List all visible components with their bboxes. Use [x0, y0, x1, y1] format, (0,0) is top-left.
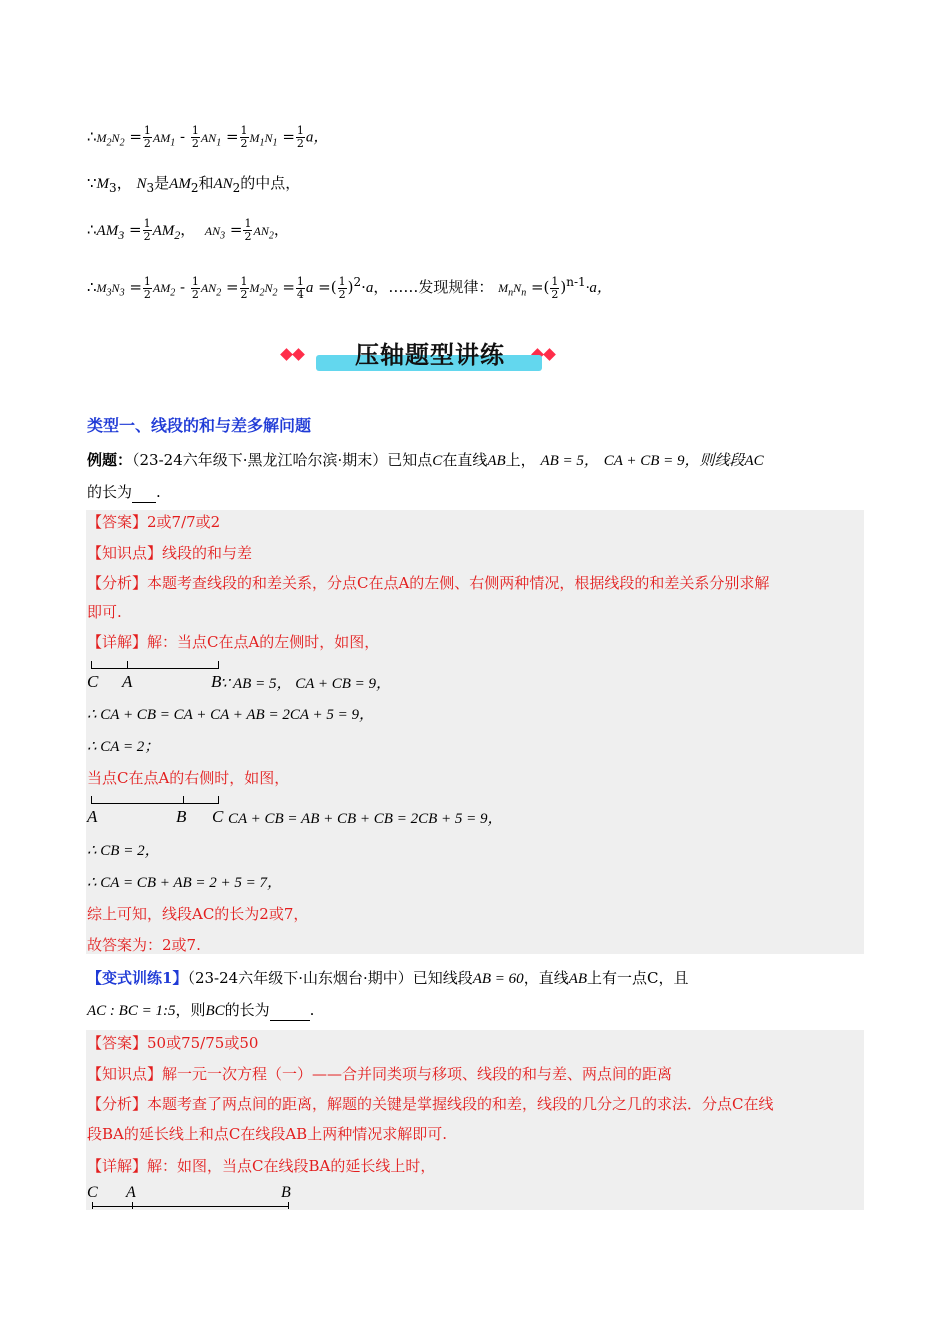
text: 的长为	[224, 1001, 270, 1019]
text-midpoint: 的中点，	[240, 174, 301, 192]
solution-box-2	[86, 1030, 864, 1210]
step-4: ∴ CA = CB + AB = 2 + 5 = 7，	[87, 875, 283, 891]
analysis-2b: 段BA的延长线上和点C在线段AB上两种情况求解即可.	[87, 1125, 447, 1143]
analysis-1a: 【分析】本题考查线段的和差关系，分点C在点A的左侧、右侧两种情况，根据线段的和差关系分别求解	[87, 574, 770, 592]
var-ac: AC	[744, 453, 764, 469]
text-he: 和	[198, 174, 214, 192]
analysis-1b: 即可.	[87, 603, 122, 621]
text: 的长为	[87, 483, 133, 501]
text: 上有一点C，且	[587, 969, 689, 987]
pattern-end: ·a，	[585, 280, 612, 296]
var-c: C	[432, 453, 443, 469]
derivation-line-3: $\therefore AM_3$ = $\frac{1}{2}$ $AM_2$， $AN_3$ = $\frac{1}{2}$ $AN_2$，	[87, 217, 289, 243]
point-m: M	[96, 176, 110, 192]
label-b: B	[176, 807, 187, 826]
section-banner	[280, 335, 580, 377]
detail-1: 【详解】解：当点C在点A的左侧时，如图，	[87, 633, 380, 651]
fig2-equation: CA + CB = AB + CB + CB = 2CB + 5 = 9，	[228, 811, 503, 827]
step-3: ∴ CB = 2，	[87, 843, 160, 859]
example-line-2	[87, 482, 161, 503]
label-a: A	[87, 807, 98, 826]
point-n: N	[136, 176, 147, 192]
knowledge-1: 【知识点】线段的和与差	[87, 544, 253, 562]
text-shi: 是	[154, 174, 170, 192]
pattern-text: ，……发现规律：	[373, 278, 494, 296]
answer-2: 【答案】50或75/75或50	[87, 1034, 259, 1052]
var-ab: AB	[487, 453, 506, 469]
seg-am: AM	[169, 176, 191, 192]
answer-blank[interactable]	[270, 1000, 310, 1021]
text: .	[156, 483, 161, 501]
var-bc: BC	[205, 1003, 225, 1019]
text: ，则	[175, 1001, 206, 1019]
variant-line-2	[87, 1000, 314, 1021]
text: .	[309, 1001, 315, 1019]
var-ab: AB	[568, 971, 588, 987]
final-1: 故答案为：2或7.	[87, 936, 201, 954]
label-c: C	[87, 1184, 98, 1201]
case-2: 当点C在点A的右侧时，如图，	[87, 769, 290, 787]
variant-line-1	[87, 968, 689, 989]
ratio: AC : BC = 1:5	[87, 1003, 176, 1019]
because-symbol: ∵	[87, 174, 97, 192]
equation-ca-cb: CA + CB = 9，则线段	[603, 453, 745, 469]
example-source: （23-24六年级下·黑龙江哈尔滨·期末）已知点	[132, 451, 433, 469]
step-1: ∴ CA + CB = CA + CA + AB = 2CA + 5 = 9，	[87, 707, 374, 723]
detail-2: 【详解】解：如图，当点C在线段BA的延长线上时，	[87, 1157, 436, 1175]
label-c: C	[87, 672, 99, 691]
type-heading: 类型一、线段的和与差多解问题	[87, 416, 312, 435]
answer-1: 【答案】2或7/7或2	[87, 513, 221, 531]
derivation-line-1: $\therefore M_2N_2$ = $\frac{1}{2}$ $AM_1$ - $\frac{1}{2}$ $AN_1$ = $\frac{1}{2}$ $M_1N_1$ = $\frac{1}{2}$ a，	[87, 124, 329, 150]
text: 在直线	[442, 451, 488, 469]
label-a: A	[122, 672, 133, 691]
text: 上，	[505, 451, 536, 469]
derivation-line-4: $\therefore M_3N_3$ = $\frac{1}{2}$ $AM_2$ - $\frac{1}{2}$ $AN_2$ = $\frac{1}{2}$ $M_2N_2$ = $\frac{1}{4}$ a =( $\frac{1}{2}$ )$^2$·a，……发现规律： $M_nN_n$ =( $\frac{1}{2}$ )$^{n-1}$·a，	[87, 274, 612, 301]
text: ，直线	[523, 969, 569, 987]
variant-source: （23-24六年级下·山东烟台·期中）已知线段	[187, 969, 473, 987]
sep: ，	[180, 220, 196, 239]
fig1-equation: ∵ AB = 5， CA + CB = 9，	[220, 676, 392, 692]
summary-1: 综上可知，线段AC的长为2或7，	[87, 905, 309, 923]
equation-ab: AB = 5，	[540, 453, 599, 469]
answer-blank[interactable]	[132, 482, 156, 503]
label-c: C	[212, 807, 224, 826]
analysis-2a: 【分析】本题考查了两点间的距离，解题的关键是掌握线段的和差，线段的几分之几的求法．分点C在线	[87, 1095, 774, 1113]
knowledge-2: 【知识点】解一元一次方程（一）——合并同类项与移项、线段的和与差、两点间的距离	[87, 1065, 673, 1083]
seg-an: AN	[213, 176, 233, 192]
l1-end: a，	[305, 129, 329, 146]
step-2: ∴ CA = 2；	[87, 739, 160, 755]
label-b: B	[281, 1184, 291, 1201]
comma: ，	[116, 174, 132, 192]
variant-label: 【变式训练1】	[87, 969, 188, 987]
equation-ab60: AB = 60	[472, 971, 524, 987]
label-a: A	[126, 1184, 136, 1201]
derivation-line-2: $\because M_3$， $N_3$是$AM_2$和$AN_2$的中点，	[87, 174, 301, 195]
example-label: 例题：	[87, 451, 133, 469]
banner-title: 压轴题型讲练	[355, 341, 505, 369]
label-b: B	[211, 672, 222, 691]
example-line-1	[87, 450, 764, 471]
